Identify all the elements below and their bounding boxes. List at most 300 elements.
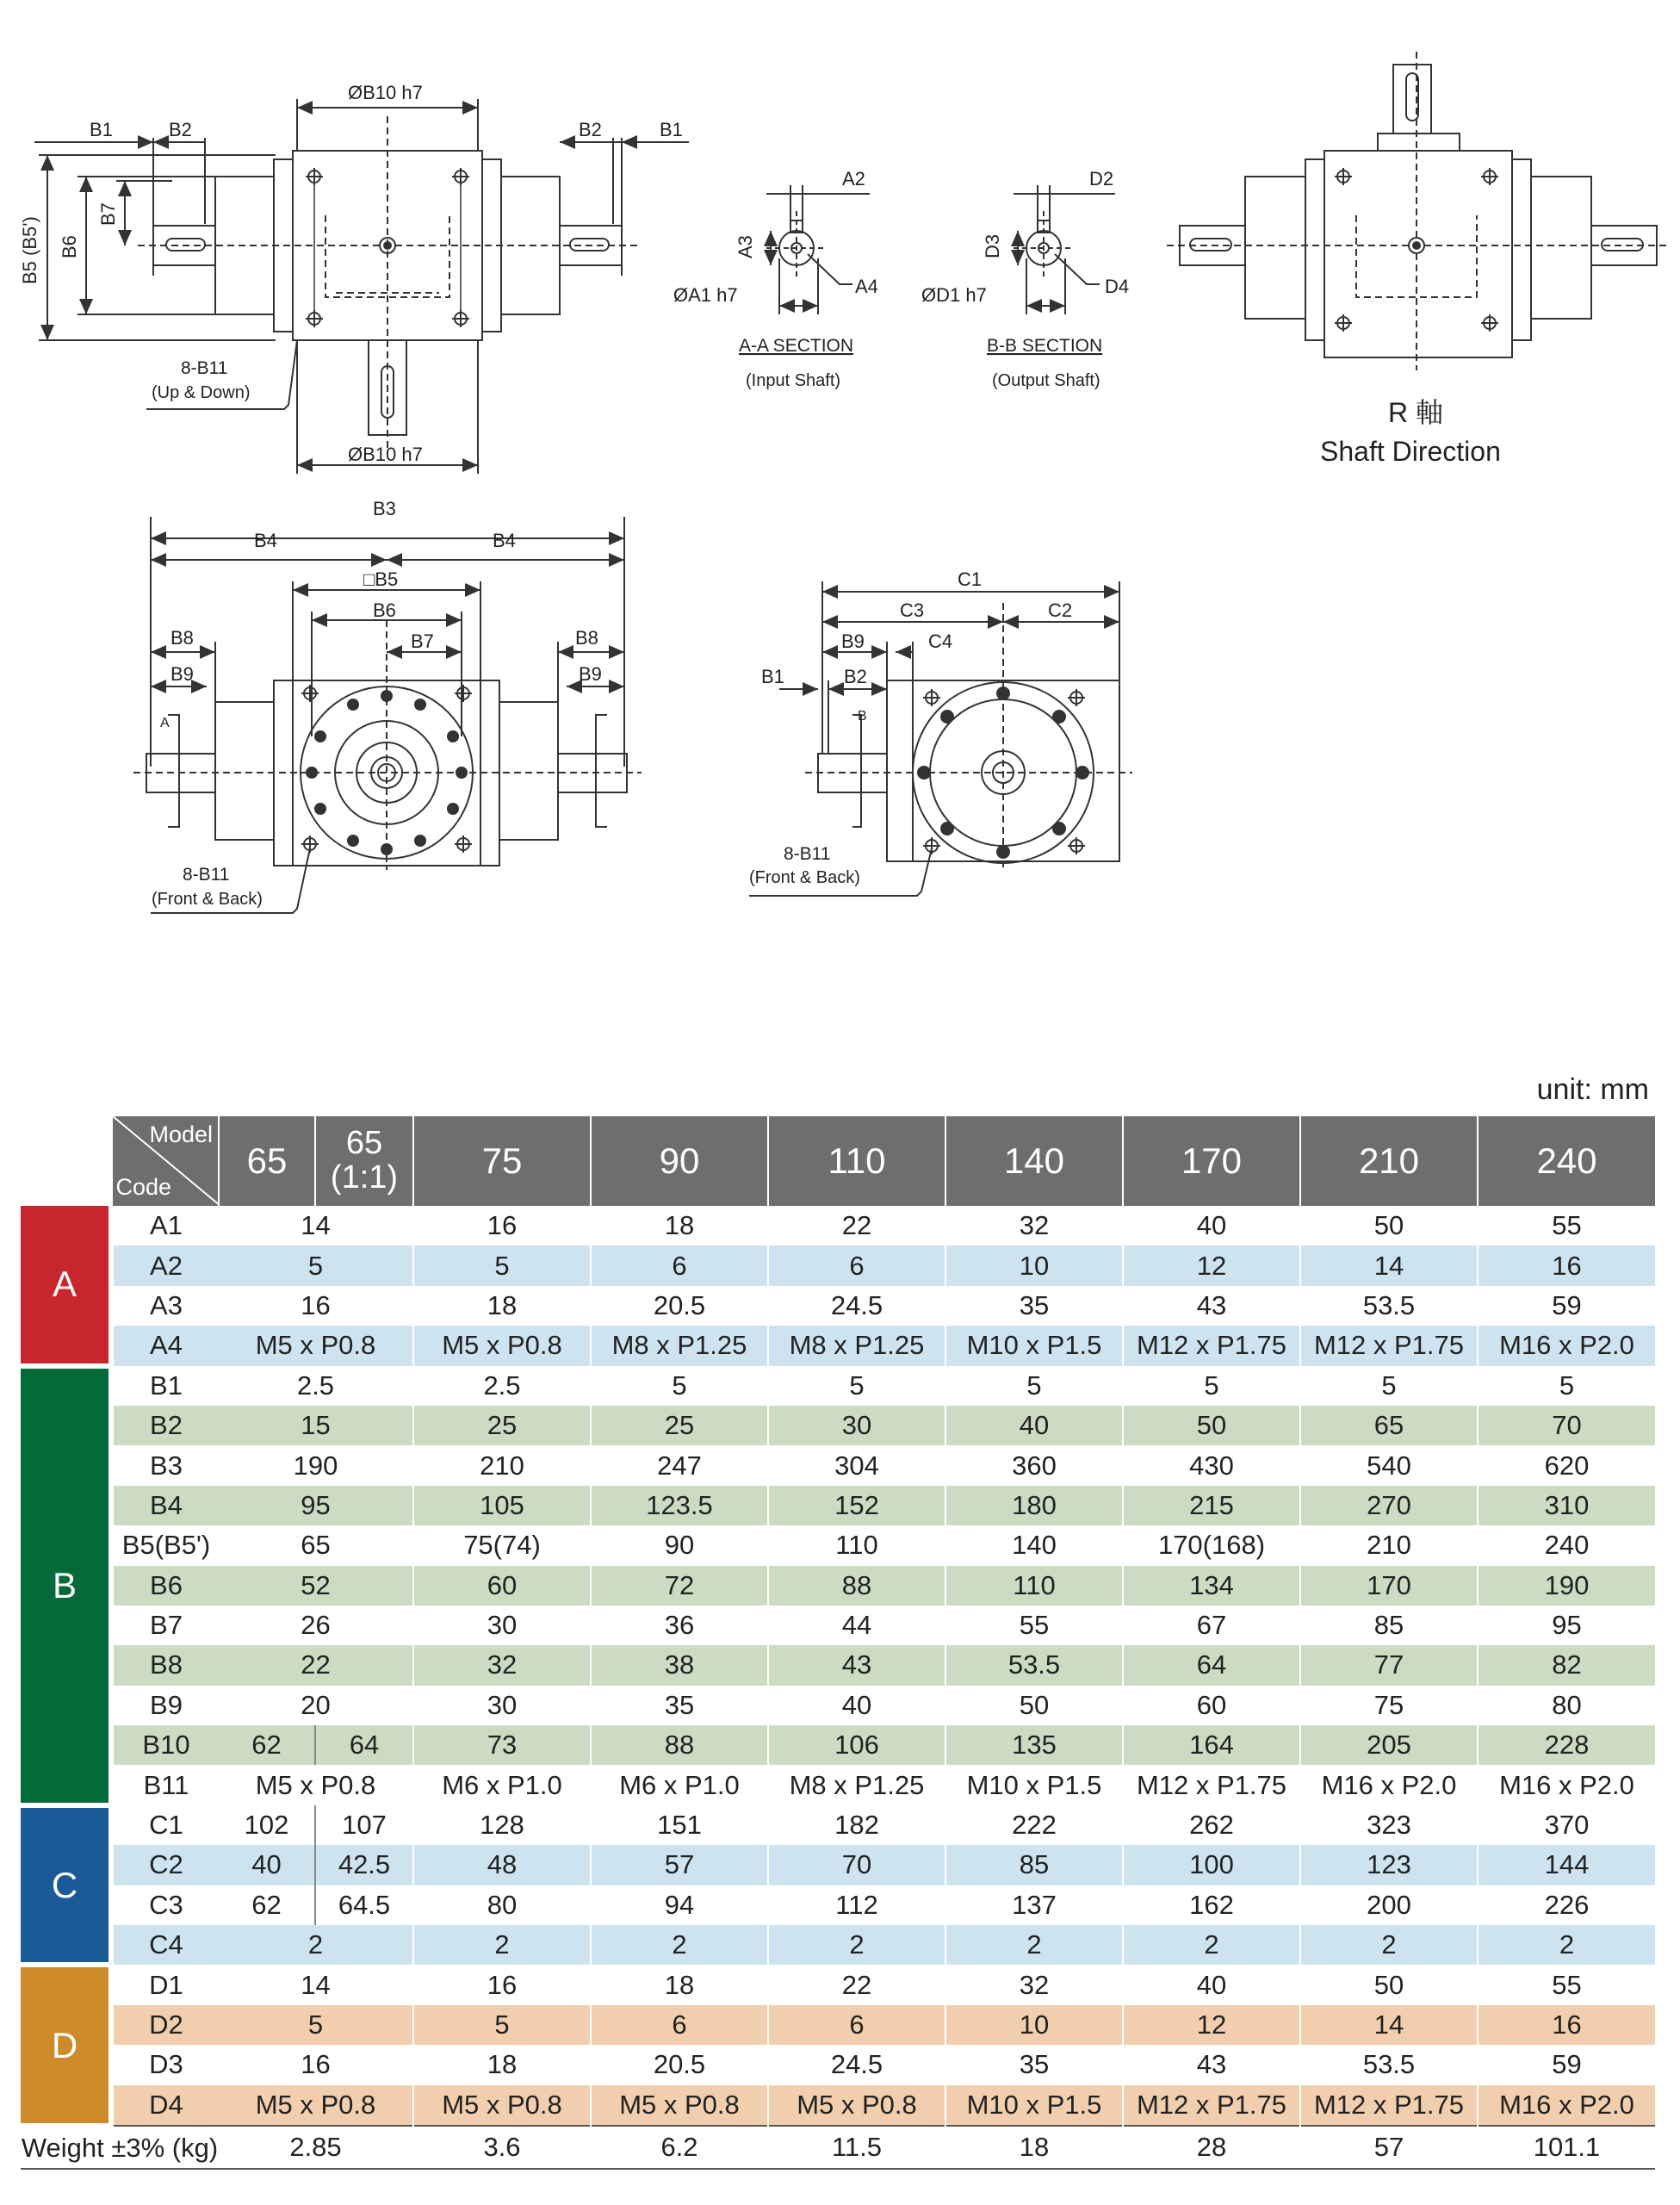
label-b1-right: B1 <box>660 119 683 140</box>
code-cell: C3 <box>149 1889 183 1920</box>
label-c2: C2 <box>1048 599 1073 621</box>
weight-cell: 6.2 <box>591 2126 768 2169</box>
value-cell-65: 14 <box>301 1969 331 2000</box>
label-b9-side: B9 <box>841 630 865 652</box>
code-cell: A2 <box>111 1245 219 1285</box>
value-cell-65: 62 <box>219 1885 315 1925</box>
section-a-title: A-A SECTION <box>739 336 854 356</box>
value-cell: 6 <box>591 1245 768 1285</box>
value-cell: 36 <box>591 1606 768 1645</box>
value-cell: 18 <box>413 2045 591 2084</box>
value-cell: 88 <box>591 1725 768 1765</box>
value-cell: 60 <box>413 1566 591 1606</box>
value-cell: 10 <box>945 1245 1123 1285</box>
label-b7-front: B7 <box>411 630 434 652</box>
value-cell-65: 190 <box>293 1450 338 1481</box>
value-cell: 226 <box>1478 1885 1655 1925</box>
value-cell: 43 <box>1123 2045 1300 2084</box>
value-cell: 94 <box>591 1885 768 1925</box>
value-cell: 110 <box>768 1525 945 1565</box>
code-cell: B4 <box>111 1486 219 1525</box>
code-cell: D4 <box>111 2085 219 2126</box>
value-cell: 6 <box>591 2005 768 2045</box>
value-cell-65: 2 <box>219 1925 413 1965</box>
value-cell: 35 <box>591 1686 768 1725</box>
technical-drawings <box>0 0 1680 991</box>
weight-cell: 11.5 <box>768 2126 945 2169</box>
weight-cell: 101.1 <box>1478 2126 1655 2169</box>
table-row <box>21 1366 1655 1406</box>
label-c4: C4 <box>928 630 953 652</box>
value-cell: M16 x P2.0 <box>1478 2085 1655 2126</box>
table-row <box>21 1406 1655 1445</box>
value-cell: 20.5 <box>591 2045 768 2084</box>
label-b8-right: B8 <box>575 627 598 649</box>
label-b10-bottom: ØB10 h7 <box>348 444 423 465</box>
value-cell: 80 <box>413 1885 591 1925</box>
table-row <box>21 1245 1655 1285</box>
value-cell: 30 <box>413 1606 591 1645</box>
group-label-a: A <box>21 1206 111 1366</box>
value-cell-65-1to1: 42.5 <box>315 1845 413 1885</box>
value-cell: 10 <box>945 2005 1123 2045</box>
value-cell: 240 <box>1478 1525 1655 1565</box>
model-header: 110 <box>768 1116 945 1206</box>
label-front-holes: 8-B11 <box>183 865 230 885</box>
model-header: 140 <box>945 1116 1123 1206</box>
value-cell: 25 <box>591 1406 768 1445</box>
label-b9-right: B9 <box>579 663 602 685</box>
value-cell: 24.5 <box>768 1286 945 1326</box>
value-cell: 82 <box>1478 1645 1655 1685</box>
value-cell-65: 22 <box>219 1645 413 1685</box>
value-cell: M10 x P1.5 <box>945 2085 1123 2126</box>
code-cell: C2 <box>111 1845 219 1885</box>
value-cell: 59 <box>1478 1286 1655 1326</box>
model-header: 90 <box>591 1116 768 1206</box>
value-cell: 6 <box>768 1245 945 1285</box>
spec-table <box>21 1116 1655 2170</box>
value-cell: 24.5 <box>768 2045 945 2084</box>
value-cell: M12 x P1.75 <box>1123 1765 1300 1804</box>
value-cell: 50 <box>1300 1965 1478 2004</box>
value-cell: 152 <box>768 1486 945 1525</box>
top-view-drawing <box>34 99 689 474</box>
code-cell: B11 <box>143 1769 189 1800</box>
value-cell: 2 <box>413 1925 591 1965</box>
value-cell: 2 <box>945 1925 1123 1965</box>
code-cell: B7 <box>150 1610 183 1641</box>
value-cell: 75 <box>1300 1686 1478 1725</box>
value-cell: M12 x P1.75 <box>1300 1326 1478 1365</box>
value-cell: 164 <box>1123 1725 1300 1765</box>
weight-cell: 28 <box>1123 2126 1300 2169</box>
value-cell: 210 <box>413 1445 591 1485</box>
section-b-drawing <box>1014 185 1115 314</box>
value-cell: M12 x P1.75 <box>1300 2085 1478 2126</box>
label-a4: A4 <box>855 276 878 297</box>
value-cell: 53.5 <box>1300 2045 1478 2084</box>
value-cell: 105 <box>413 1486 591 1525</box>
value-cell: 137 <box>945 1885 1123 1925</box>
code-cell: B2 <box>111 1406 219 1445</box>
value-cell: 5 <box>1300 1366 1478 1406</box>
r-shaft-sub: Shaft Direction <box>1320 436 1501 467</box>
value-cell: 95 <box>1478 1606 1655 1645</box>
value-cell: 48 <box>413 1845 591 1885</box>
value-cell: M10 x P1.5 <box>945 1765 1123 1804</box>
table-row <box>21 1725 1655 1765</box>
table-row <box>21 1525 1655 1565</box>
table-row <box>21 1606 1655 1645</box>
value-cell: 5 <box>413 1245 591 1285</box>
value-cell: M5 x P0.8 <box>413 1326 591 1365</box>
value-cell: 80 <box>1478 1686 1655 1725</box>
value-cell: 304 <box>768 1445 945 1485</box>
value-cell: 123.5 <box>591 1486 768 1525</box>
value-cell: 134 <box>1123 1566 1300 1606</box>
value-cell: 32 <box>413 1645 591 1685</box>
value-cell: 620 <box>1478 1445 1655 1485</box>
label-side-holes-sub: (Front & Back) <box>749 868 860 887</box>
value-cell: M16 x P2.0 <box>1478 1326 1655 1365</box>
weight-row <box>21 2126 1655 2169</box>
value-cell: 70 <box>1478 1406 1655 1445</box>
section-b-sub: (Output Shaft) <box>992 371 1100 390</box>
table-row <box>21 2045 1655 2084</box>
table-row <box>21 1286 1655 1326</box>
value-cell-65: 95 <box>219 1486 413 1525</box>
value-cell: 2 <box>1478 1925 1655 1965</box>
value-cell: 430 <box>1123 1445 1300 1485</box>
label-b10-top: ØB10 h7 <box>348 82 423 103</box>
value-cell: 112 <box>768 1885 945 1925</box>
label-c3: C3 <box>900 599 925 621</box>
header-spacer <box>21 1116 111 1206</box>
value-cell: 140 <box>945 1525 1123 1565</box>
code-cell: B8 <box>111 1645 219 1685</box>
value-cell: 16 <box>1478 1245 1655 1285</box>
value-cell: M6 x P1.0 <box>591 1765 768 1804</box>
label-b2-side: B2 <box>844 666 867 687</box>
value-cell: 50 <box>945 1686 1123 1725</box>
label-d4: D4 <box>1105 276 1130 297</box>
value-cell-65: M5 x P0.8 <box>219 2085 413 2126</box>
table-row <box>21 2005 1655 2045</box>
value-cell: 540 <box>1300 1445 1478 1485</box>
value-cell: 77 <box>1300 1645 1478 1685</box>
value-cell: 25 <box>413 1406 591 1445</box>
model-header: 210 <box>1300 1116 1478 1206</box>
label-front-holes-sub: (Front & Back) <box>152 890 263 909</box>
value-cell-65: 65 <box>301 1530 331 1561</box>
value-cell: 200 <box>1300 1885 1478 1925</box>
value-cell: 5 <box>413 2005 591 2045</box>
value-cell-65: 16 <box>301 1289 331 1320</box>
label-a-marker: A <box>160 716 170 730</box>
code-cell: B6 <box>111 1566 219 1606</box>
value-cell: 2 <box>591 1925 768 1965</box>
value-cell: 30 <box>413 1686 591 1725</box>
value-cell: 40 <box>945 1406 1123 1445</box>
value-cell: 53.5 <box>945 1645 1123 1685</box>
code-cell: A4 <box>111 1326 219 1365</box>
value-cell-65-1to1: 107 <box>342 1810 387 1841</box>
value-cell: 40 <box>768 1686 945 1725</box>
value-cell: 32 <box>945 1965 1123 2004</box>
label-b6-front: B6 <box>373 599 396 621</box>
code-cell: C4 <box>111 1925 219 1965</box>
model-header: 65 <box>219 1116 315 1206</box>
group-label-c: C <box>21 1805 111 1966</box>
label-d3: D3 <box>982 233 1003 258</box>
value-cell: M5 x P0.8 <box>768 2085 945 2126</box>
table-row <box>21 1486 1655 1525</box>
table-row <box>21 1965 1655 2004</box>
table-row <box>21 1206 1655 1245</box>
value-cell: 370 <box>1478 1805 1655 1845</box>
label-b2-right: B2 <box>579 119 602 140</box>
value-cell: 6 <box>768 2005 945 2045</box>
value-cell: 123 <box>1300 1845 1478 1885</box>
value-cell: 65 <box>1300 1406 1478 1445</box>
value-cell-65: 102 <box>219 1805 315 1845</box>
value-cell: 40 <box>1123 1965 1300 2004</box>
value-cell: 35 <box>945 2045 1123 2084</box>
label-c1: C1 <box>958 568 983 590</box>
section-a-drawing <box>766 185 870 314</box>
value-cell: 5 <box>945 1366 1123 1406</box>
label-b2-left: B2 <box>169 119 192 140</box>
value-cell: 190 <box>1478 1566 1655 1606</box>
value-cell: M12 x P1.75 <box>1123 2085 1300 2126</box>
value-cell: 2.5 <box>413 1366 591 1406</box>
section-b-title: B-B SECTION <box>987 336 1103 356</box>
label-b4-left: B4 <box>254 530 277 551</box>
value-cell: 110 <box>945 1566 1123 1606</box>
r-shaft-title: R 軸 <box>1388 397 1444 428</box>
value-cell: 5 <box>1478 1366 1655 1406</box>
unit-label: unit: mm <box>1536 1073 1649 1106</box>
code-cell: B9 <box>150 1689 183 1720</box>
value-cell: 12 <box>1123 1245 1300 1285</box>
value-cell-65: 52 <box>219 1566 413 1606</box>
value-cell: 310 <box>1478 1486 1655 1525</box>
value-cell-65: 14 <box>301 1210 331 1241</box>
value-cell-65: 5 <box>219 2005 413 2045</box>
code-cell: B5(B5') <box>121 1530 211 1561</box>
value-cell: 43 <box>1123 1286 1300 1326</box>
table-row <box>21 1645 1655 1685</box>
label-d2: D2 <box>1089 168 1114 189</box>
value-cell: 55 <box>1478 1206 1655 1245</box>
value-cell: M16 x P2.0 <box>1478 1765 1655 1804</box>
value-cell: M10 x P1.5 <box>945 1326 1123 1365</box>
value-cell: M8 x P1.25 <box>591 1326 768 1365</box>
value-cell: 14 <box>1300 1245 1478 1285</box>
value-cell: 32 <box>945 1206 1123 1245</box>
value-cell: 100 <box>1123 1845 1300 1885</box>
value-cell: 67 <box>1123 1606 1300 1645</box>
label-b1-left: B1 <box>90 119 113 140</box>
value-cell: 12 <box>1123 2005 1300 2045</box>
table-row <box>21 1566 1655 1606</box>
table-row <box>21 1925 1655 1965</box>
value-cell: 57 <box>591 1845 768 1885</box>
value-cell-65: 16 <box>301 2049 331 2080</box>
value-cell: 64 <box>1123 1645 1300 1685</box>
table-row <box>21 2085 1655 2126</box>
value-cell: 360 <box>945 1445 1123 1485</box>
value-cell-65: 20 <box>301 1689 331 1720</box>
value-cell: 50 <box>1123 1406 1300 1445</box>
value-cell: 5 <box>768 1366 945 1406</box>
model-header: 170 <box>1123 1116 1300 1206</box>
value-cell: 210 <box>1300 1525 1478 1565</box>
value-cell: 162 <box>1123 1885 1300 1925</box>
value-cell: 59 <box>1478 2045 1655 2084</box>
table-row <box>21 1765 1655 1804</box>
label-a1: ØA1 h7 <box>673 284 738 306</box>
table-row <box>21 1445 1655 1485</box>
label-b-marker: B <box>858 709 867 724</box>
value-cell: M5 x P0.8 <box>413 2085 591 2126</box>
weight-label: Weight ±3% (kg) <box>21 2126 219 2169</box>
table-row <box>21 1885 1655 1925</box>
label-side-holes: 8-B11 <box>784 844 831 864</box>
value-cell: 44 <box>768 1606 945 1645</box>
label-b9-left: B9 <box>170 663 194 685</box>
value-cell: 20.5 <box>591 1286 768 1326</box>
value-cell: 16 <box>413 1206 591 1245</box>
value-cell: 247 <box>591 1445 768 1485</box>
value-cell: 106 <box>768 1725 945 1765</box>
value-cell: 16 <box>1478 2005 1655 2045</box>
table-row <box>21 1805 1655 1845</box>
value-cell: 22 <box>768 1965 945 2004</box>
header-corner <box>111 1116 219 1206</box>
label-b5: B5 (B5') <box>19 216 40 284</box>
code-cell: A1 <box>150 1210 183 1241</box>
value-cell: 228 <box>1478 1725 1655 1765</box>
value-cell: 40 <box>1123 1206 1300 1245</box>
value-cell: 180 <box>945 1486 1123 1525</box>
model-header: 240 <box>1478 1116 1655 1206</box>
value-cell: 270 <box>1300 1486 1478 1525</box>
value-cell-65: M5 x P0.8 <box>219 1326 413 1365</box>
value-cell: 90 <box>591 1525 768 1565</box>
value-cell: 72 <box>591 1566 768 1606</box>
table-header-row <box>21 1116 1655 1206</box>
section-a-sub: (Input Shaft) <box>746 371 841 390</box>
corner-model-label: Model <box>149 1121 213 1147</box>
value-cell-65: M5 x P0.8 <box>255 1769 376 1800</box>
code-cell: D1 <box>149 1969 183 2000</box>
value-cell: M6 x P1.0 <box>413 1765 591 1804</box>
label-top-holes-sub: (Up & Down) <box>152 383 251 402</box>
value-cell: 135 <box>945 1725 1123 1765</box>
model-header: 65 (1:1) <box>315 1116 413 1206</box>
value-cell-65: 2.5 <box>296 1370 335 1401</box>
value-cell: 18 <box>591 1965 768 2004</box>
value-cell: 60 <box>1123 1686 1300 1725</box>
table-row <box>21 1326 1655 1365</box>
value-cell: 170(168) <box>1123 1525 1300 1565</box>
value-cell: 38 <box>591 1645 768 1685</box>
code-cell: C1 <box>149 1810 183 1841</box>
model-header: 75 <box>413 1116 591 1206</box>
value-cell-65: 40 <box>219 1845 315 1885</box>
value-cell: 128 <box>413 1805 591 1845</box>
label-b1-side: B1 <box>761 666 784 687</box>
value-cell: 2 <box>1123 1925 1300 1965</box>
table-row <box>21 1686 1655 1725</box>
r-shaft-drawing <box>1167 52 1666 370</box>
value-cell: 205 <box>1300 1725 1478 1765</box>
value-cell: 2 <box>1300 1925 1478 1965</box>
value-cell: M5 x P0.8 <box>591 2085 768 2126</box>
value-cell-65-1to1: 64.5 <box>338 1889 391 1920</box>
value-cell: 75(74) <box>413 1525 591 1565</box>
weight-cell: 57 <box>1300 2126 1478 2169</box>
value-cell: 170 <box>1300 1566 1478 1606</box>
value-cell: M8 x P1.25 <box>768 1765 945 1804</box>
value-cell: 18 <box>413 1286 591 1326</box>
value-cell: 182 <box>768 1805 945 1845</box>
value-cell: M8 x P1.25 <box>768 1326 945 1365</box>
value-cell: 53.5 <box>1300 1286 1478 1326</box>
value-cell: 5 <box>1123 1366 1300 1406</box>
value-cell: 215 <box>1123 1486 1300 1525</box>
value-cell: 18 <box>591 1206 768 1245</box>
weight-cell: 18 <box>945 2126 1123 2169</box>
value-cell: 50 <box>1300 1206 1478 1245</box>
code-cell: A3 <box>150 1289 183 1320</box>
label-a3: A3 <box>735 235 756 258</box>
value-cell-65-1to1: 64 <box>315 1725 413 1765</box>
label-b8-left: B8 <box>170 627 194 649</box>
value-cell: 5 <box>591 1366 768 1406</box>
value-cell: 22 <box>768 1206 945 1245</box>
value-cell: 85 <box>945 1845 1123 1885</box>
value-cell: 85 <box>1300 1606 1478 1645</box>
value-cell-65: 62 <box>219 1725 315 1765</box>
group-label-b: B <box>21 1366 111 1805</box>
label-b6: B6 <box>59 235 80 258</box>
value-cell: 16 <box>413 1965 591 2004</box>
value-cell: 73 <box>413 1725 591 1765</box>
value-cell: M16 x P2.0 <box>1300 1765 1478 1804</box>
corner-code-label: Code <box>115 1174 172 1200</box>
code-cell: B1 <box>150 1370 183 1401</box>
label-d1: ØD1 h7 <box>921 284 987 306</box>
value-cell: 323 <box>1300 1805 1478 1845</box>
label-b5-square: □B5 <box>363 568 399 590</box>
code-cell: D2 <box>111 2005 219 2045</box>
code-cell: B3 <box>150 1450 183 1481</box>
value-cell: 55 <box>1478 1965 1655 2004</box>
code-cell: D3 <box>149 2049 183 2080</box>
table-row <box>21 1845 1655 1885</box>
weight-cell: 3.6 <box>413 2126 591 2169</box>
value-cell: 144 <box>1478 1845 1655 1885</box>
value-cell: 2 <box>768 1925 945 1965</box>
value-cell-65: 26 <box>301 1610 331 1641</box>
label-b3: B3 <box>373 498 396 519</box>
value-cell-65: 15 <box>219 1406 413 1445</box>
value-cell: 222 <box>945 1805 1123 1845</box>
value-cell: 43 <box>768 1645 945 1685</box>
